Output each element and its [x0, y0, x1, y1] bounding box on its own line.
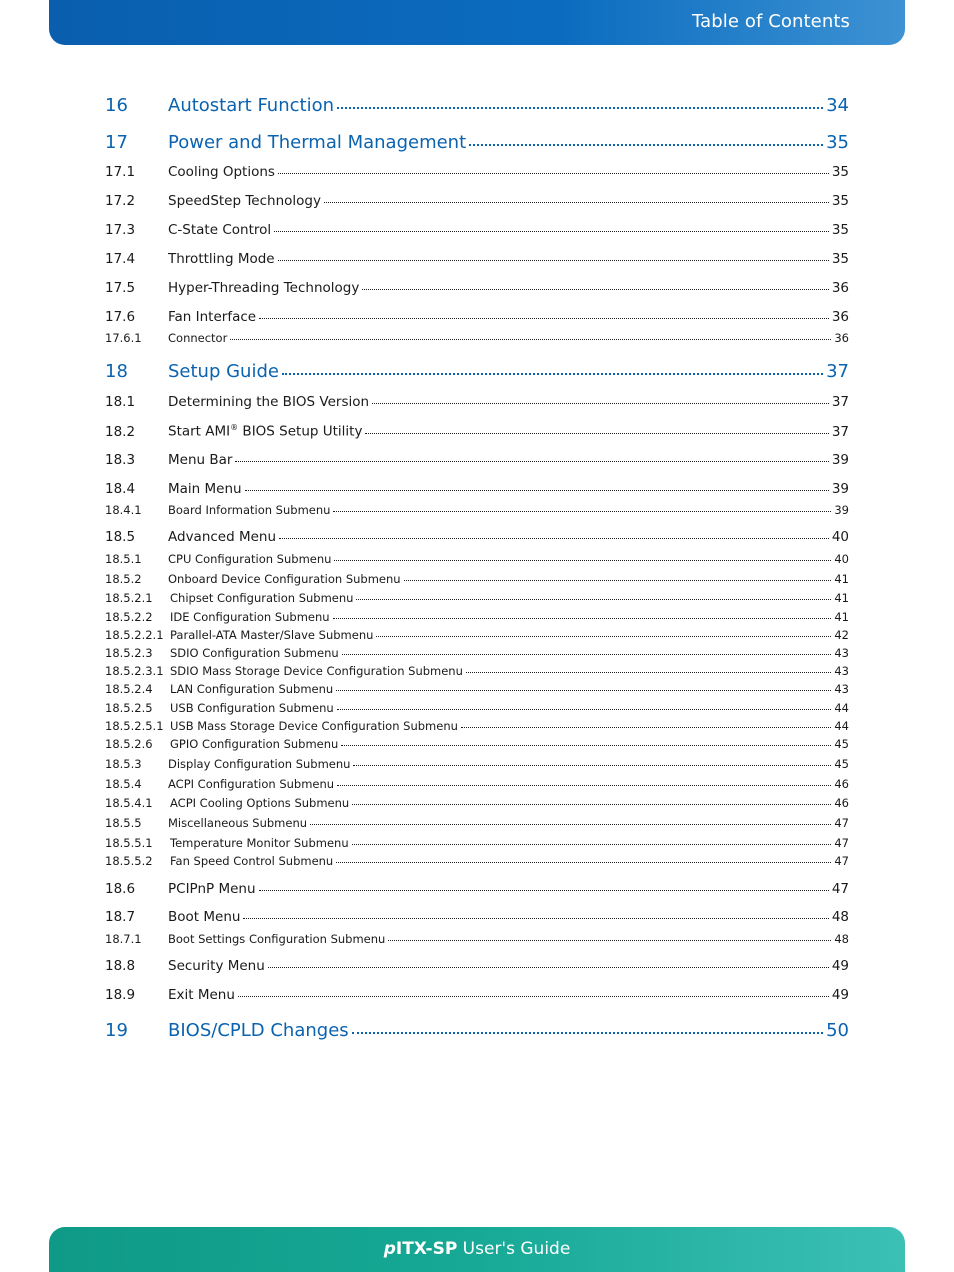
- toc-entry-title: Cooling Options: [168, 164, 275, 180]
- toc-entry-page: 43: [834, 682, 849, 696]
- toc-entry-title: Parallel-ATA Master/Slave Submenu: [170, 628, 374, 642]
- toc-entry-number: 17.3: [105, 222, 136, 238]
- toc-entry-page: 35: [831, 193, 849, 209]
- toc-entry-title: Setup Guide: [168, 361, 279, 382]
- header-bar: [49, 0, 905, 45]
- dot-leader: [376, 636, 831, 637]
- toc-entry-page: 48: [831, 909, 849, 925]
- toc-entry-number: 18.5.2.3: [105, 646, 153, 660]
- toc-entry-page: 41: [834, 591, 849, 605]
- dot-leader: [461, 727, 831, 728]
- dot-leader: [243, 918, 828, 919]
- toc-entry[interactable]: [105, 987, 849, 1003]
- dot-leader: [388, 940, 831, 941]
- footer-bar: [49, 1227, 905, 1272]
- toc-entry-page: 47: [834, 836, 849, 850]
- toc-entry[interactable]: [105, 796, 849, 810]
- toc-entry-title: Temperature Monitor Submenu: [170, 836, 349, 850]
- toc-entry[interactable]: [105, 529, 849, 545]
- dot-leader: [245, 490, 829, 491]
- dot-leader: [278, 173, 829, 174]
- toc-entry[interactable]: [105, 628, 849, 642]
- toc-entry-page: 41: [834, 610, 849, 624]
- dot-leader: [352, 844, 832, 845]
- toc-entry-number: 18.4: [105, 481, 136, 497]
- toc-entry-title: Advanced Menu: [168, 529, 277, 545]
- toc-entry-page: 39: [834, 503, 849, 517]
- toc-entry-number: 18.5.2.2.1: [105, 628, 164, 642]
- toc-entry-page: 34: [826, 95, 849, 116]
- dot-leader: [337, 709, 832, 710]
- toc-entry-number: 18.3: [105, 452, 136, 468]
- toc-entry[interactable]: [105, 591, 849, 605]
- toc-entry-number: 18.8: [105, 958, 136, 974]
- toc-entry[interactable]: [105, 452, 849, 468]
- toc-entry-number: 18.5.3: [105, 757, 142, 771]
- toc-entry-title: SDIO Configuration Submenu: [170, 646, 339, 660]
- toc-entry-page: 35: [831, 251, 849, 267]
- toc-entry-title: Connector: [168, 331, 228, 345]
- dot-leader: [372, 403, 829, 404]
- toc-entry[interactable]: [105, 481, 849, 497]
- toc-entry-number: 18.5.2.1: [105, 591, 153, 605]
- toc-entry-number: 17.5: [105, 280, 136, 296]
- toc-entry[interactable]: [105, 646, 849, 660]
- dot-leader: [259, 890, 829, 891]
- toc-entry[interactable]: [105, 1020, 849, 1041]
- toc-entry-page: 40: [834, 552, 849, 566]
- toc-entry-title: SDIO Mass Storage Device Configuration Submenu: [170, 664, 463, 678]
- toc-entry-number: 18.5.2.5.1: [105, 719, 164, 733]
- toc-entry-number: 17: [105, 132, 128, 153]
- toc-entry-page: 46: [834, 777, 849, 791]
- toc-entry-page: 39: [831, 481, 849, 497]
- toc-entry[interactable]: [105, 610, 849, 624]
- toc-entry[interactable]: [105, 854, 849, 868]
- toc-entry-number: 18.4.1: [105, 503, 142, 517]
- dot-leader: [279, 538, 829, 539]
- toc-entry-page: 47: [834, 816, 849, 830]
- toc-entry-number: 16: [105, 95, 128, 116]
- toc-entry-title: CPU Configuration Submenu: [168, 552, 332, 566]
- toc-entry-number: 18.5.2.2: [105, 610, 153, 624]
- toc-entry-number: 18.5.4: [105, 777, 142, 791]
- toc-entry-page: 37: [831, 423, 849, 440]
- toc-entry-page: 37: [826, 361, 849, 382]
- toc-entry-number: 18.5: [105, 529, 136, 545]
- dot-leader: [268, 967, 829, 968]
- toc-entry-number: 18.5.2.4: [105, 682, 153, 696]
- toc-entry-title: Power and Thermal Management: [168, 132, 467, 153]
- toc-entry[interactable]: [105, 958, 849, 974]
- header-title: Table of Contents: [691, 11, 850, 32]
- toc-entry-number: 18.5.2: [105, 572, 142, 586]
- toc-entry-page: 50: [826, 1020, 849, 1041]
- toc-entry-page: 40: [831, 529, 849, 545]
- toc-entry-page: 36: [831, 280, 849, 296]
- toc-entry-number: 18: [105, 361, 128, 382]
- dot-leader: [274, 231, 829, 232]
- dot-leader: [336, 862, 831, 863]
- toc-entry[interactable]: [105, 309, 849, 325]
- toc-entry-number: 18.5.1: [105, 552, 142, 566]
- toc-entry-title: C-State Control: [168, 222, 272, 238]
- toc-entry-title: Board Information Submenu: [168, 503, 331, 517]
- dot-leader: [356, 599, 831, 600]
- toc-entry-title: Fan Interface: [168, 309, 257, 325]
- dot-leader: [466, 672, 831, 673]
- toc-entry[interactable]: [105, 777, 849, 791]
- toc-entry-page: 43: [834, 646, 849, 660]
- dot-leader: [337, 107, 823, 109]
- toc-entry-page: 47: [831, 881, 849, 897]
- toc-entry-number: 18.7: [105, 909, 136, 925]
- toc-entry-number: 17.1: [105, 164, 136, 180]
- toc-entry-title: LAN Configuration Submenu: [170, 682, 334, 696]
- toc-entry-page: 45: [834, 737, 849, 751]
- toc-entry-title: IDE Configuration Submenu: [170, 610, 330, 624]
- toc-entry-number: 18.5.5: [105, 816, 142, 830]
- toc-entry-number: 18.5.2.5: [105, 701, 153, 715]
- toc-entry[interactable]: [105, 193, 849, 209]
- toc-entry-number: 18.5.2.6: [105, 737, 153, 751]
- toc-entry-title: Security Menu: [168, 958, 265, 974]
- dot-leader: [362, 289, 828, 290]
- toc-entry-title: Boot Menu: [168, 909, 241, 925]
- toc-entry[interactable]: [105, 361, 849, 382]
- dot-leader: [282, 373, 823, 375]
- toc-entry[interactable]: [105, 164, 849, 180]
- toc-entry-title: Determining the BIOS Version: [168, 394, 370, 410]
- dot-leader: [337, 785, 831, 786]
- toc-entry-number: 18.7.1: [105, 932, 142, 946]
- toc-entry[interactable]: [105, 932, 849, 946]
- toc-entry-number: 18.5.5.1: [105, 836, 153, 850]
- toc-entry[interactable]: [105, 222, 849, 238]
- toc-entry-page: 43: [834, 664, 849, 678]
- toc-entry[interactable]: [105, 552, 849, 566]
- toc-entry-page: 49: [831, 958, 849, 974]
- toc-entry-number: 18.2: [105, 423, 136, 440]
- toc-entry-page: 39: [831, 452, 849, 468]
- toc-entry-page: 41: [834, 572, 849, 586]
- dot-leader: [238, 996, 829, 997]
- toc-entry-title: ACPI Cooling Options Submenu: [170, 796, 350, 810]
- toc-entry-number: 17.2: [105, 193, 136, 209]
- toc-entry-title: Boot Settings Configuration Submenu: [168, 932, 386, 946]
- toc-entry-number: 18.5.5.2: [105, 854, 153, 868]
- toc-entry[interactable]: [105, 719, 849, 733]
- dot-leader: [341, 745, 831, 746]
- toc-entry-title: Start AMI® BIOS Setup Utility: [168, 423, 363, 440]
- toc-entry-page: 49: [831, 987, 849, 1003]
- toc-entry[interactable]: [105, 682, 849, 696]
- toc-entry-title: Hyper-Threading Technology: [168, 280, 360, 296]
- toc-entry-number: 17.6.1: [105, 331, 142, 345]
- dot-leader: [469, 144, 823, 146]
- toc-entry-number: 17.6: [105, 309, 136, 325]
- dot-leader: [352, 1032, 823, 1034]
- toc-entry[interactable]: [105, 737, 849, 751]
- toc-entry[interactable]: [105, 503, 849, 517]
- dot-leader: [235, 461, 828, 462]
- toc-entry-title: USB Mass Storage Device Configuration Submenu: [170, 719, 458, 733]
- dot-leader: [278, 260, 829, 261]
- dot-leader: [230, 339, 831, 340]
- toc-entry-title: USB Configuration Submenu: [170, 701, 334, 715]
- product-name: pITX-SP: [383, 1239, 458, 1259]
- toc-entry-title: Onboard Device Configuration Submenu: [168, 572, 401, 586]
- dot-leader: [333, 618, 832, 619]
- toc-entry[interactable]: [105, 701, 849, 715]
- dot-leader: [310, 824, 831, 825]
- toc-entry-page: 44: [834, 719, 849, 733]
- toc-entry[interactable]: [105, 909, 849, 925]
- toc-entry-title: PCIPnP Menu: [168, 881, 256, 897]
- footer-title: [49, 1239, 905, 1259]
- toc-entry-title: SpeedStep Technology: [168, 193, 321, 209]
- toc-entry-page: 35: [826, 132, 849, 153]
- toc-entry-number: 19: [105, 1020, 128, 1041]
- toc-entry-number: 17.4: [105, 251, 136, 267]
- dot-leader: [365, 433, 828, 434]
- toc-entry-title: Main Menu: [168, 481, 242, 497]
- toc-entry-page: 48: [834, 932, 849, 946]
- toc-entry-page: 36: [831, 309, 849, 325]
- toc-entry-title: Miscellaneous Submenu: [168, 816, 308, 830]
- toc-entry-page: 35: [831, 222, 849, 238]
- dot-leader: [334, 560, 831, 561]
- toc-entry-page: 42: [834, 628, 849, 642]
- dot-leader: [324, 202, 829, 203]
- toc-entry-number: 18.9: [105, 987, 136, 1003]
- toc-entry-number: 18.6: [105, 881, 136, 897]
- toc-entry-page: 46: [834, 796, 849, 810]
- dot-leader: [259, 318, 829, 319]
- toc-entry[interactable]: [105, 95, 849, 116]
- toc-entry-title: Chipset Configuration Submenu: [170, 591, 354, 605]
- toc-entry[interactable]: [105, 816, 849, 830]
- toc-entry-title: Throttling Mode: [168, 251, 275, 267]
- toc-entry[interactable]: [105, 423, 849, 440]
- toc-entry-title: BIOS/CPLD Changes: [168, 1020, 349, 1041]
- dot-leader: [353, 765, 831, 766]
- toc-entry-page: 36: [834, 331, 849, 345]
- toc-entry-title: Exit Menu: [168, 987, 235, 1003]
- toc-entry-number: 18.5.4.1: [105, 796, 153, 810]
- toc-entry[interactable]: [105, 394, 849, 410]
- toc-entry-title: Menu Bar: [168, 452, 233, 468]
- dot-leader: [342, 654, 832, 655]
- toc-entry-title: Autostart Function: [168, 95, 334, 116]
- toc-entry[interactable]: [105, 132, 849, 153]
- toc-entry-number: 18.1: [105, 394, 136, 410]
- toc-entry[interactable]: [105, 881, 849, 897]
- toc-entry-number: 18.5.2.3.1: [105, 664, 164, 678]
- toc-entry-title: ACPI Configuration Submenu: [168, 777, 335, 791]
- toc-entry-page: 37: [831, 394, 849, 410]
- toc-entry-title: Fan Speed Control Submenu: [170, 854, 334, 868]
- dot-leader: [404, 580, 832, 581]
- toc-entry[interactable]: [105, 757, 849, 771]
- toc-entry[interactable]: [105, 280, 849, 296]
- toc-entry-title: Display Configuration Submenu: [168, 757, 351, 771]
- toc-entry-page: 44: [834, 701, 849, 715]
- dot-leader: [352, 804, 831, 805]
- toc-entry[interactable]: [105, 836, 849, 850]
- toc-entry[interactable]: [105, 251, 849, 267]
- dot-leader: [333, 511, 831, 512]
- toc-entry-page: 45: [834, 757, 849, 771]
- toc-entry-page: 35: [831, 164, 849, 180]
- registered-mark: ®: [230, 423, 239, 432]
- toc-entry[interactable]: [105, 572, 849, 586]
- toc-entry-title: GPIO Configuration Submenu: [170, 737, 339, 751]
- footer-suffix: User's Guide: [457, 1239, 571, 1259]
- toc-entry-page: 47: [834, 854, 849, 868]
- dot-leader: [336, 690, 831, 691]
- toc-entry[interactable]: [105, 664, 849, 678]
- toc-entry[interactable]: [105, 331, 849, 345]
